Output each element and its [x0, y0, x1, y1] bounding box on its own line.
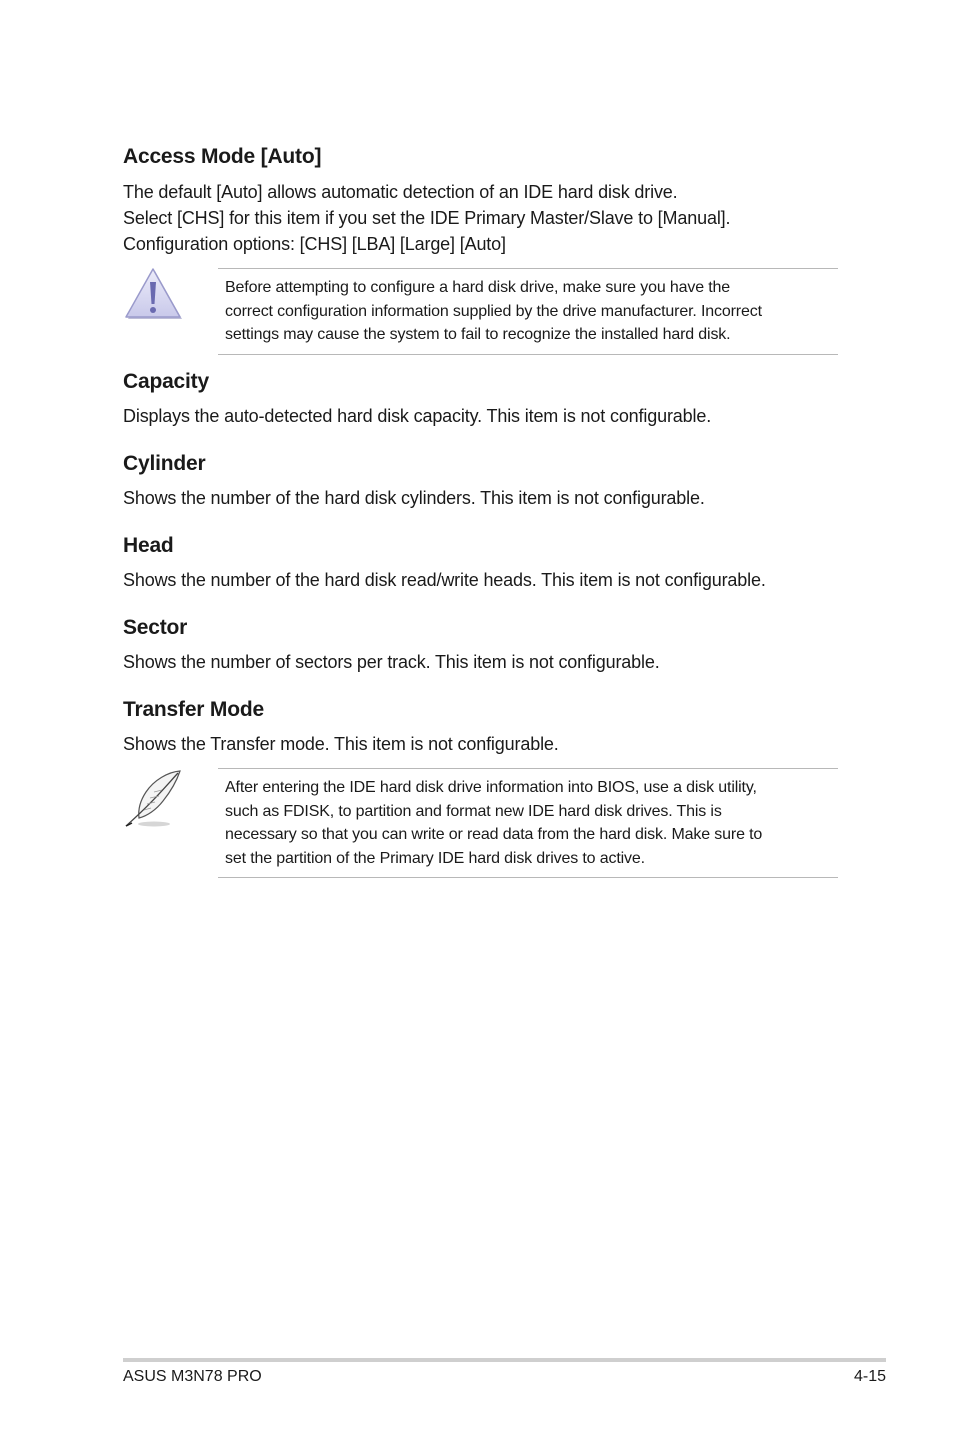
capacity-description: Displays the auto-detected hard disk capacity. This item is not configurable.	[123, 406, 712, 426]
access-mode-line: The default [Auto] allows automatic detection of an IDE hard disk drive.	[123, 182, 678, 202]
transfer-mode-heading: Transfer Mode	[123, 698, 264, 721]
access-mode-description	[123, 179, 730, 257]
access-mode-line: Select [CHS] for this item if you set the IDE Primary Master/Slave to [Manual].	[123, 208, 731, 228]
cylinder-heading: Cylinder	[123, 452, 206, 475]
head-heading: Head	[123, 534, 174, 557]
info-note-line: After entering the IDE hard disk drive information into BIOS, use a disk utility,	[225, 779, 757, 796]
cylinder-description: Shows the number of the hard disk cylinders. This item is not configurable.	[123, 488, 705, 508]
footer-page-number: 4-15	[853, 1368, 886, 1385]
capacity-heading: Capacity	[123, 370, 209, 393]
feather-pen-icon	[120, 766, 186, 837]
info-note-line: such as FDISK, to partition and format new IDE hard disk drives. This is	[225, 802, 722, 820]
transfer-mode-description: Shows the Transfer mode. This item is not configurable.	[123, 734, 559, 754]
info-note	[218, 768, 838, 878]
sector-description: Shows the number of sectors per track. This item is not configurable.	[123, 652, 660, 672]
warning-icon	[122, 265, 184, 328]
info-note-line: set the partition of the Primary IDE hard disk drives to active.	[225, 849, 645, 867]
info-note-line: necessary so that you can write or read data from the hard disk. Make sure to	[225, 826, 763, 843]
caution-note	[218, 268, 838, 355]
head-description: Shows the number of the hard disk read/write heads. This item is not configurable.	[123, 570, 766, 590]
access-mode-line: Configuration options: [CHS] [LBA] [Large] [Auto]	[123, 234, 506, 254]
caution-note-line: settings may cause the system to fail to recognize the installed hard disk.	[225, 326, 731, 343]
sector-heading: Sector	[123, 616, 188, 639]
access-mode-heading: Access Mode [Auto]	[123, 145, 322, 168]
footer-product-name: ASUS M3N78 PRO	[123, 1368, 262, 1385]
info-note-text	[225, 776, 762, 870]
caution-note-text	[225, 276, 762, 347]
caution-note-line: Before attempting to configure a hard disk drive, make sure you have the	[225, 279, 731, 296]
footer-divider	[123, 1358, 886, 1362]
caution-note-line: correct configuration information supplied by the drive manufacturer. Incorrect	[225, 302, 762, 320]
